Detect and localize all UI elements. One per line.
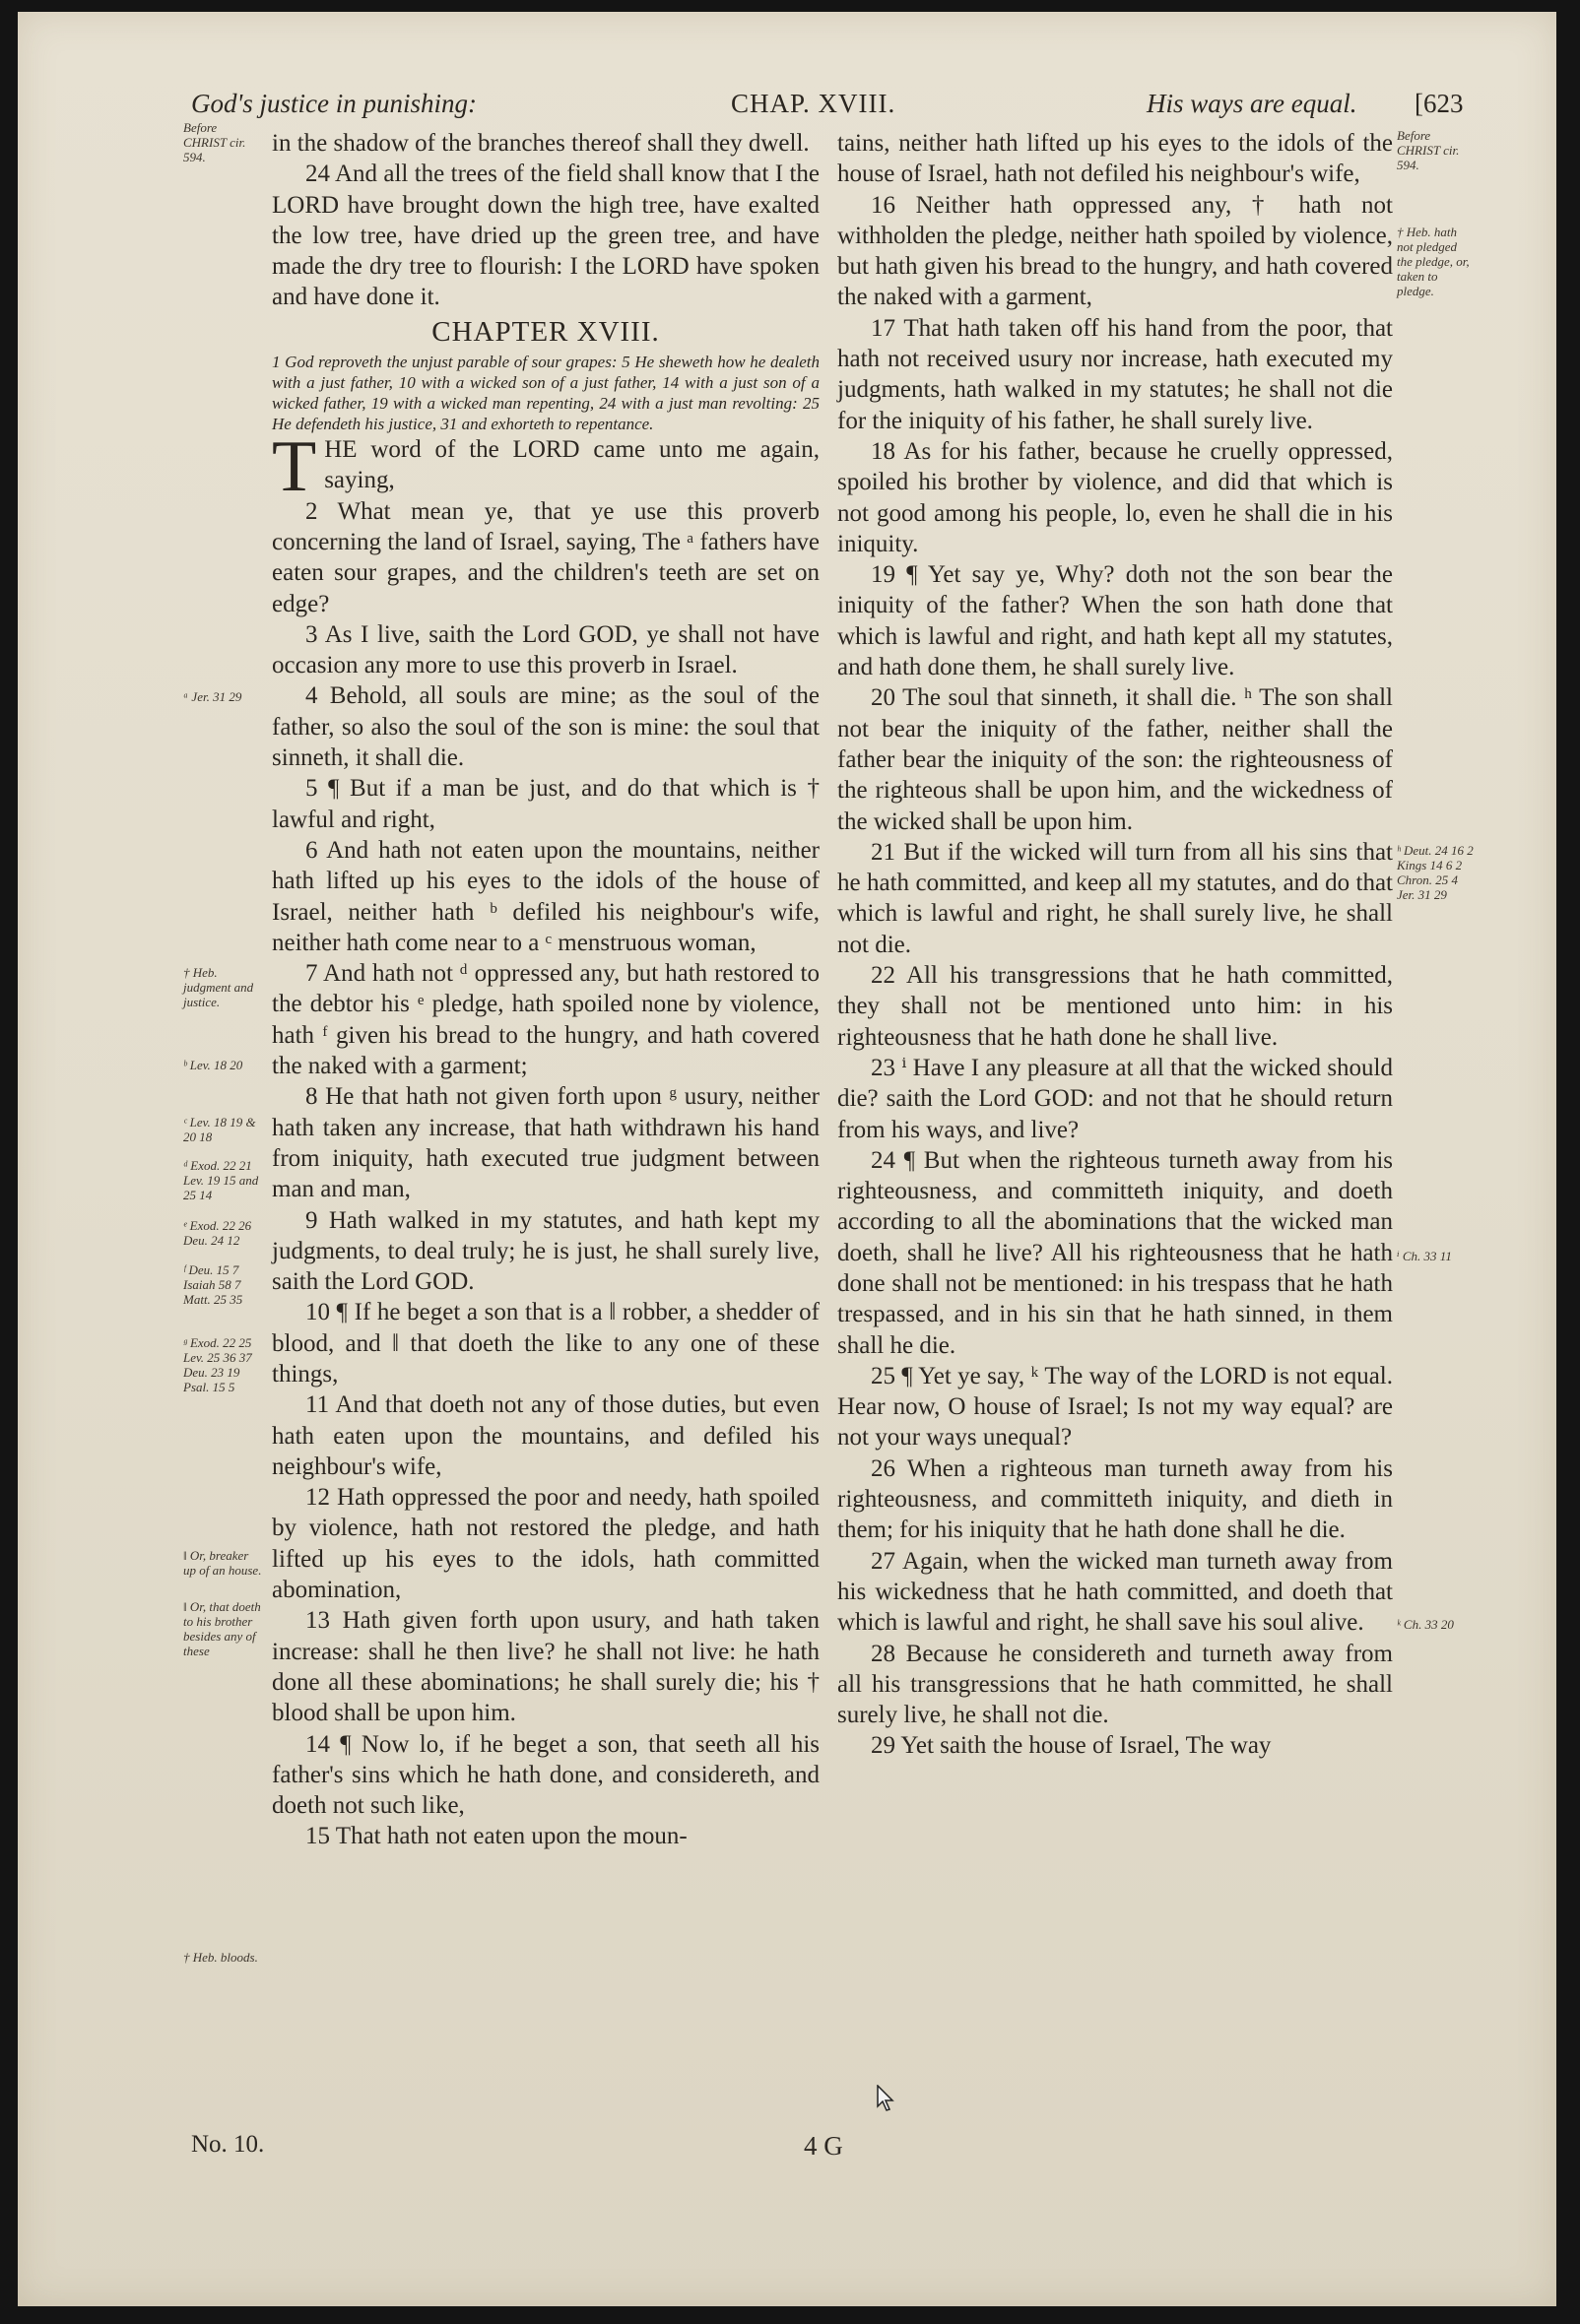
verse-16: 16 Neither hath oppressed any, † hath not withholden the pledge, neither hath spoiled by violence, but hath given his bread to the hungry, and hath covered the naked with a garment, (837, 191, 1393, 311)
verse-25: 25 ¶ Yet ye say, ᵏ The way of the LORD is not equal. Hear now, O house of Israel; Is not my way equal? are not your ways unequal? (837, 1362, 1393, 1452)
document-page (18, 12, 1556, 2306)
margin-note: ᵉ Exod. 22 26 Deu. 24 12 (183, 1218, 252, 1248)
margin-note: ᵇ Lev. 18 20 (183, 1058, 243, 1072)
margin-note: ‖ Or, breaker up of an house. (183, 1548, 262, 1578)
margin-note: ⁱ Ch. 33 11 (1397, 1249, 1452, 1263)
verse-21: 21 But if the wicked will turn from all his sins that he hath committed, and keep all my statutes, and do that which is lawful and right, he shall surely live, he shall not die. (837, 838, 1393, 958)
signature-number: No. 10. (191, 2131, 265, 2158)
verse-10: 10 ¶ If he beget a son that is a ‖ robber, a shedder of blood, and ‖ that doeth the like to any one of these things, (272, 1299, 820, 1388)
verse-22: 22 All his transgressions that he hath committed, they shall not be mentioned unto him: in his righteousness that he hath done he shall live. (837, 962, 1393, 1051)
mouse-cursor-icon (877, 2085, 896, 2112)
verse-5: 5 ¶ But if a man be just, and do that which is † lawful and right, (272, 775, 820, 833)
verse-24: 24 ¶ But when the righteous turneth away from his righteousness, and committeth iniquity, and doeth according to all the abominations that the wicked man doeth, shall he live? All his righteousness that he hath done shall not be mentioned: in his trespass that he hath trespassed, and in his sin that he hath sinned, in them shall he die. (837, 1146, 1393, 1359)
verse-9: 9 Hath walked in my statutes, and hath kept my judgments, to deal truly; he is just, he shall surely live, saith the Lord GOD. (272, 1206, 820, 1296)
verse-12: 12 Hath oppressed the poor and needy, hath spoiled by violence, hath not restored the pledge, and hath lifted up his eyes to the idols, hath committed abomination, (272, 1484, 820, 1604)
margin-note: † Heb. hath not pledged the pledge, or, taken to pledge. (1397, 225, 1470, 298)
verse-18: 18 As for his father, because he cruelly oppressed, spoiled his brother by violence, and did that which is not good among his people, lo, even he shall die in his iniquity. (837, 437, 1393, 557)
margin-note: Before CHRIST cir. 594. (1397, 128, 1460, 172)
verse-28: 28 Because he considereth and turneth away from all his transgressions that he hath committed, he shall surely live, he shall not die. (837, 1640, 1393, 1729)
verse-3: 3 As I live, saith the Lord GOD, ye shall not have occasion any more to use this proverb in Israel. (272, 620, 820, 679)
margin-note: ᶠ Deu. 15 7 Isaiah 58 7 Matt. 25 35 (183, 1262, 243, 1307)
header-left-title: God's justice in punishing: (191, 89, 478, 118)
margin-note: ᵍ Exod. 22 25 Lev. 25 36 37 Deu. 23 19 Psal. 15 5 (183, 1335, 252, 1394)
verse-continuation: in the shadow of the branches thereof shall they dwell. (272, 130, 810, 157)
verse-8: 8 He that hath not given forth upon ᵍ usury, neither hath taken any increase, that hath withdrawn his hand from iniquity, hath executed true judgment between man and man, (272, 1083, 820, 1203)
verse-13: 13 Hath given forth upon usury, and hath taken increase: shall he then live? he shall not live: he hath done all these abominations; he shall surely die; his † blood shall be upon him. (272, 1607, 820, 1727)
chapter-heading: CHAPTER XVIII. (431, 315, 660, 348)
verse-24: 24 And all the trees of the field shall know that I the LORD have brought down the high tree, have exalted the low tree, have dried up the green tree, and have made the dry tree to flourish: I the LORD have spoken and have done it. (272, 161, 820, 311)
margin-note: ‖ Or, that doeth to his brother besides any of these (183, 1599, 261, 1658)
verse-27: 27 Again, when the wicked man turneth away from his wickedness that he hath committed, and doeth that which is lawful and right, he shall save his soul alive. (837, 1547, 1393, 1637)
verse-6: 6 And hath not eaten upon the mountains, neither hath lifted up his eyes to the idols of the house of Israel, neither hath ᵇ defiled his neighbour's wife, neither hath come near to a ᶜ menstruous woman, (272, 836, 820, 956)
verse-4: 4 Behold, all souls are mine; as the soul of the father, so also the soul of the son is mine: the soul that sinneth, it shall die. (272, 682, 820, 772)
verse-29: 29 Yet saith the house of Israel, The way (871, 1732, 1272, 1760)
margin-note: ᵃ Jer. 31 29 (183, 689, 242, 704)
verse-1 (272, 426, 820, 508)
left-column (272, 128, 820, 1852)
running-header (191, 89, 1472, 128)
header-chapter: CHAP. XVIII. (731, 89, 896, 118)
margin-note: ᵏ Ch. 33 20 (1397, 1617, 1454, 1632)
verse-1-text: HE word of the LORD came unto me again, saying, (324, 436, 820, 494)
signature-mark: 4 G (804, 2131, 843, 2161)
margin-note: ʰ Deut. 24 16 2 Kings 14 6 2 Chron. 25 4 Jer. 31 29 (1397, 843, 1474, 902)
verse-20: 20 The soul that sinneth, it shall die. ʰ The son shall not bear the iniquity of the father, neither shall the father bear the iniquity of the son: the righteousness of the righteous shall be upon him, and the wickedness of the wicked shall be upon him. (837, 684, 1393, 835)
right-column (837, 128, 1393, 1762)
verse-7: 7 And hath not ᵈ oppressed any, but hath restored to the debtor his ᵉ pledge, hath spoiled none by violence, hath ᶠ given his bread to the hungry, and hath covered the naked with a garment; (272, 960, 820, 1080)
verse-11: 11 And that doeth not any of those duties, but even hath eaten upon the mountains, and defiled his neighbour's wife, (272, 1391, 820, 1480)
verse-15: 15 That hath not eaten upon the moun- (305, 1823, 688, 1850)
margin-note: † Heb. judgment and justice. (183, 965, 254, 1009)
verse-23: 23 ⁱ Have I any pleasure at all that the wicked should die? saith the Lord GOD: and not that he should return from his ways, and live? (837, 1054, 1393, 1143)
verse-17: 17 That hath taken off his hand from the poor, that hath not received usury nor increase, hath executed my judgments, hath walked in my statutes; he shall not die for the iniquity of his father, he shall surely live. (837, 314, 1393, 434)
verse-2: 2 What mean ye, that ye use this proverb concerning the land of Israel, saying, The ᵃ fathers have eaten sour grapes, and the children's teeth are set on edge? (272, 497, 820, 617)
verse-14: 14 ¶ Now lo, if he beget a son, that seeth all his father's sins which he hath done, and considereth, and doeth not such like, (272, 1730, 820, 1820)
verse-19: 19 ¶ Yet say ye, Why? doth not the son bear the iniquity of the father? When the son hath done that which is lawful and right, and hath kept all my statutes, and hath done them, he shall surely live. (837, 561, 1393, 681)
margin-note: ᵈ Exod. 22 21 Lev. 19 15 and 25 14 (183, 1158, 259, 1202)
margin-note: † Heb. bloods. (183, 1950, 258, 1965)
page-number: [623 (1415, 89, 1464, 118)
chapter-summary: 1 God reproveth the unjust parable of sour grapes: 5 He sheweth how he dealeth with a just father, 10 with a wicked son of a just father, 14 with a just son of a wicked father, 19 with a wicked man repenting, 24 with a just man revolting: 25 He defendeth his justice, 31 and exhorteth to repentance. (272, 353, 820, 434)
verse-continuation: tains, neither hath lifted up his eyes to the idols of the house of Israel, hath not defiled his neighbour's wife, (837, 130, 1393, 188)
header-right-title: His ways are equal. (1147, 89, 1357, 118)
margin-note: Before CHRIST cir. 594. (183, 120, 246, 164)
verse-26: 26 When a righteous man turneth away from his righteousness, and committeth iniquity, and dieth in them; for his iniquity that he hath done shall he die. (837, 1454, 1393, 1544)
drop-cap: T (272, 426, 317, 508)
margin-note: ᶜ Lev. 18 19 & 20 18 (183, 1115, 256, 1144)
